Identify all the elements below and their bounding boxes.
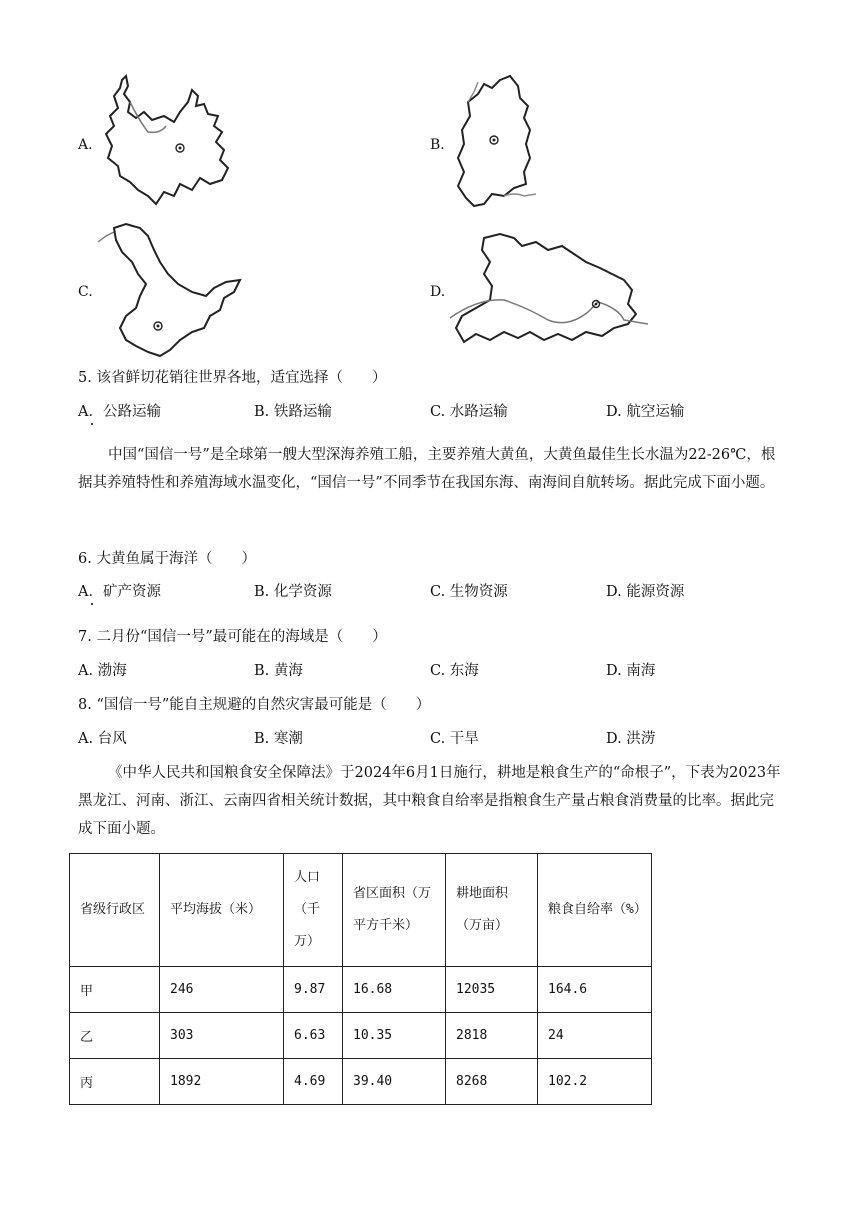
table-cell: 10.35 xyxy=(343,1013,446,1059)
question-7-choice-a[interactable]: A. 渤海 xyxy=(78,663,127,679)
province-map-b xyxy=(448,72,548,212)
province-map-d xyxy=(448,228,658,350)
table-header-cell: 人口（千万） xyxy=(284,854,343,967)
table-cell: 丙 xyxy=(70,1059,160,1105)
question-5-choice-a[interactable]: A．公路运输 xyxy=(78,404,161,420)
question-6-choice-a[interactable]: A．矿产资源 xyxy=(78,584,161,600)
table-cell: 24 xyxy=(538,1013,652,1059)
question-5-stem: 5. 该省鲜切花销往世界各地，适宜选择（ ） xyxy=(78,370,387,386)
table-cell: 246 xyxy=(160,967,284,1013)
province-statistics-table xyxy=(69,853,652,1105)
map-label-c: C. xyxy=(78,284,93,300)
table-header-cell: 省区面积（万平方千米） xyxy=(343,854,446,967)
question-6-choice-c[interactable]: C. 生物资源 xyxy=(430,584,508,600)
table-cell: 12035 xyxy=(446,967,538,1013)
table-header-cell: 粮食自给率（%） xyxy=(538,854,652,967)
question-5-choice-c[interactable]: C. 水路运输 xyxy=(430,404,508,420)
map-label-b: B. xyxy=(430,137,445,153)
question-7-choice-b[interactable]: B. 黄海 xyxy=(254,663,303,679)
emphasis-dot xyxy=(91,423,93,425)
question-6-choice-d[interactable]: D. 能源资源 xyxy=(606,584,685,600)
table-header-cell: 省级行政区 xyxy=(70,854,160,967)
question-7-choice-c[interactable]: C. 东海 xyxy=(430,663,479,679)
table-cell: 9.87 xyxy=(284,967,343,1013)
table-cell: 甲 xyxy=(70,967,160,1013)
table-cell: 164.6 xyxy=(538,967,652,1013)
table-cell: 8268 xyxy=(446,1059,538,1105)
map-label-d: D. xyxy=(430,284,446,300)
table-row xyxy=(70,967,652,1013)
question-8-choice-c[interactable]: C. 干旱 xyxy=(430,731,479,747)
table-cell: 16.68 xyxy=(343,967,446,1013)
table-cell: 4.69 xyxy=(284,1059,343,1105)
question-6-choice-b[interactable]: B. 化学资源 xyxy=(254,584,332,600)
table-cell: 1892 xyxy=(160,1059,284,1105)
question-5-choice-d[interactable]: D. 航空运输 xyxy=(606,404,685,420)
question-6-stem: 6. 大黄鱼属于海洋（ ） xyxy=(78,551,256,567)
map-label-a: A. xyxy=(78,137,93,153)
table-cell: 39.40 xyxy=(343,1059,446,1105)
table-cell: 303 xyxy=(160,1013,284,1059)
province-map-c xyxy=(96,222,246,362)
question-7-stem: 7. 二月份“国信一号”最可能在的海域是（ ） xyxy=(78,629,387,645)
table-cell: 乙 xyxy=(70,1013,160,1059)
question-8-choice-a[interactable]: A. 台风 xyxy=(78,731,127,747)
passage-guoxin: 中国“国信一号”是全球第一艘大型深海养殖工船，主要养殖大黄鱼，大黄鱼最佳生长水温为22-26℃，根据其养殖特性和养殖海域水温变化，“国信一号”不同季节在我国东海、南海间自航转场。据此完成下面小题。 xyxy=(78,447,776,491)
passage-grain-security: 《中华人民共和国粮食安全保障法》于2024年6月1日施行，耕地是粮食生产的“命根子”，下表为2023年黑龙江、河南、浙江、云南四省相关统计数据，其中粮食自给率是指粮食生产量占粮食消费量的比率。据此完成下面小题。 xyxy=(78,765,781,837)
table-cell: 2818 xyxy=(446,1013,538,1059)
table-row xyxy=(70,1013,652,1059)
table-cell: 102.2 xyxy=(538,1059,652,1105)
question-8-stem: 8. “国信一号”能自主规避的自然灾害最可能是（ ） xyxy=(78,697,431,713)
table-cell: 6.63 xyxy=(284,1013,343,1059)
table-header-cell: 平均海拔（米） xyxy=(160,854,284,967)
question-7-choice-d[interactable]: D. 南海 xyxy=(606,663,656,679)
question-8-choice-d[interactable]: D. 洪涝 xyxy=(606,731,656,747)
table-header-cell: 耕地面积（万亩） xyxy=(446,854,538,967)
province-map-a xyxy=(100,72,240,212)
emphasis-dot xyxy=(91,603,93,605)
table-header-row xyxy=(70,854,652,967)
table-row xyxy=(70,1059,652,1105)
question-8-choice-b[interactable]: B. 寒潮 xyxy=(254,731,303,747)
question-5-choice-b[interactable]: B. 铁路运输 xyxy=(254,404,332,420)
